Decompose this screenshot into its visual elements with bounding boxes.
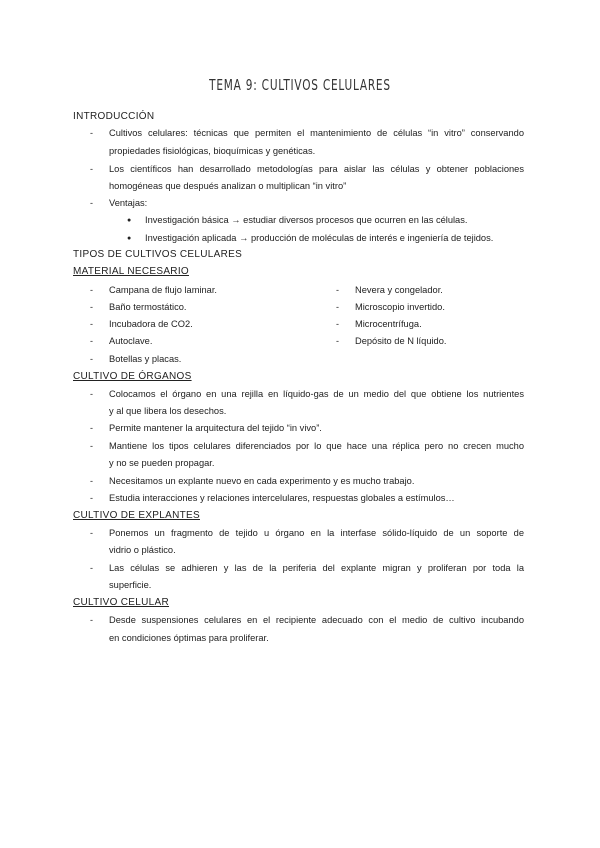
material-item: Nevera y congelador.	[355, 285, 443, 295]
bullet-dot: ●	[127, 217, 132, 224]
list-dash: -	[90, 354, 93, 364]
list-dash: -	[336, 302, 339, 312]
list-dash: -	[90, 319, 93, 329]
advantage-item: Investigación aplicada → producción de moléculas de interés e ingeniería de tejidos.	[145, 233, 494, 243]
list-item-line: Cultivos celulares: técnicas que permiten el mantenimiento de células “in vitro” conservando	[109, 128, 524, 138]
material-item: Incubadora de CO2.	[109, 319, 193, 329]
list-dash: -	[90, 441, 93, 451]
list-dash: -	[90, 423, 93, 433]
material-item: Campana de flujo laminar.	[109, 285, 218, 295]
list-dash: -	[90, 493, 93, 503]
list-dash: -	[90, 198, 93, 208]
list-item-line: Los científicos han desarrollado metodologías para aislar las células y obtener poblaciones	[109, 164, 524, 174]
page-title: TEMA 9: CULTIVOS CELULARES	[209, 76, 391, 94]
list-item-line: vidrio o plástico.	[109, 545, 176, 555]
list-item-line: Necesitamos un explante nuevo en cada experimento y es mucho trabajo.	[109, 476, 415, 486]
material-item: Microscopio invertido.	[355, 302, 445, 312]
subsection-heading-celular: CULTIVO CELULAR	[73, 597, 170, 608]
list-dash: -	[90, 302, 93, 312]
section-heading-tipos: TIPOS DE CULTIVOS CELULARES	[73, 249, 243, 260]
list-item-line: Ponemos un fragmento de tejido u órgano en la interfase sólido-líquido de un soporte de	[109, 528, 524, 538]
section-heading-introduccion: INTRODUCCIÓN	[73, 111, 155, 122]
list-item-line: Ventajas:	[109, 198, 148, 208]
bullet-dot: ●	[127, 235, 132, 242]
list-item-line: Estudia interacciones y relaciones intercelulares, respuestas globales a estímulos…	[109, 493, 455, 503]
list-dash: -	[336, 336, 339, 346]
material-item: Depósito de N líquido.	[355, 336, 447, 346]
list-item-line: y al que libera los desechos.	[109, 406, 227, 416]
list-dash: -	[90, 164, 93, 174]
list-item-line: Las células se adhieren y las de la periferia del explante migran y proliferan por toda la	[109, 563, 524, 573]
material-item: Baño termostático.	[109, 302, 187, 312]
subsection-heading-explantes: CULTIVO DE EXPLANTES	[73, 510, 200, 521]
material-item: Autoclave.	[109, 336, 153, 346]
list-dash: -	[90, 389, 93, 399]
list-dash: -	[336, 319, 339, 329]
list-item-line: y no se pueden propagar.	[109, 458, 215, 468]
list-dash: -	[90, 476, 93, 486]
material-item: Botellas y placas.	[109, 354, 182, 364]
list-dash: -	[90, 128, 93, 138]
list-dash: -	[336, 285, 339, 295]
list-item-line: Colocamos el órgano en una rejilla en líquido-gas de un medio del que obtiene los nutrientes	[109, 389, 524, 399]
list-item-line: homogéneas que después analizan o multiplican “in vitro”	[109, 181, 347, 191]
subsection-heading-organos: CULTIVO DE ÓRGANOS	[73, 371, 192, 382]
subsection-heading-material: MATERIAL NECESARIO	[73, 266, 189, 277]
list-dash: -	[90, 563, 93, 573]
list-item-line: propiedades fisiológicas, bioquímicas y genéticas.	[109, 146, 316, 156]
list-dash: -	[90, 336, 93, 346]
material-item: Microcentrífuga.	[355, 319, 422, 329]
list-item-line: en condiciones óptimas para proliferar.	[109, 633, 269, 643]
list-dash: -	[90, 615, 93, 625]
list-dash: -	[90, 528, 93, 538]
list-dash: -	[90, 285, 93, 295]
advantage-item: Investigación básica → estudiar diversos procesos que ocurren en las células.	[145, 215, 468, 225]
list-item-line: Mantiene los tipos celulares diferenciados por lo que hace una réplica pero no crecen mucho	[109, 441, 524, 451]
list-item-line: Permite mantener la arquitectura del tejido “in vivo”.	[109, 423, 322, 433]
list-item-line: Desde suspensiones celulares en el recipiente adecuado con el medio de cultivo incubando	[109, 615, 524, 625]
list-item-line: superficie.	[109, 580, 152, 590]
